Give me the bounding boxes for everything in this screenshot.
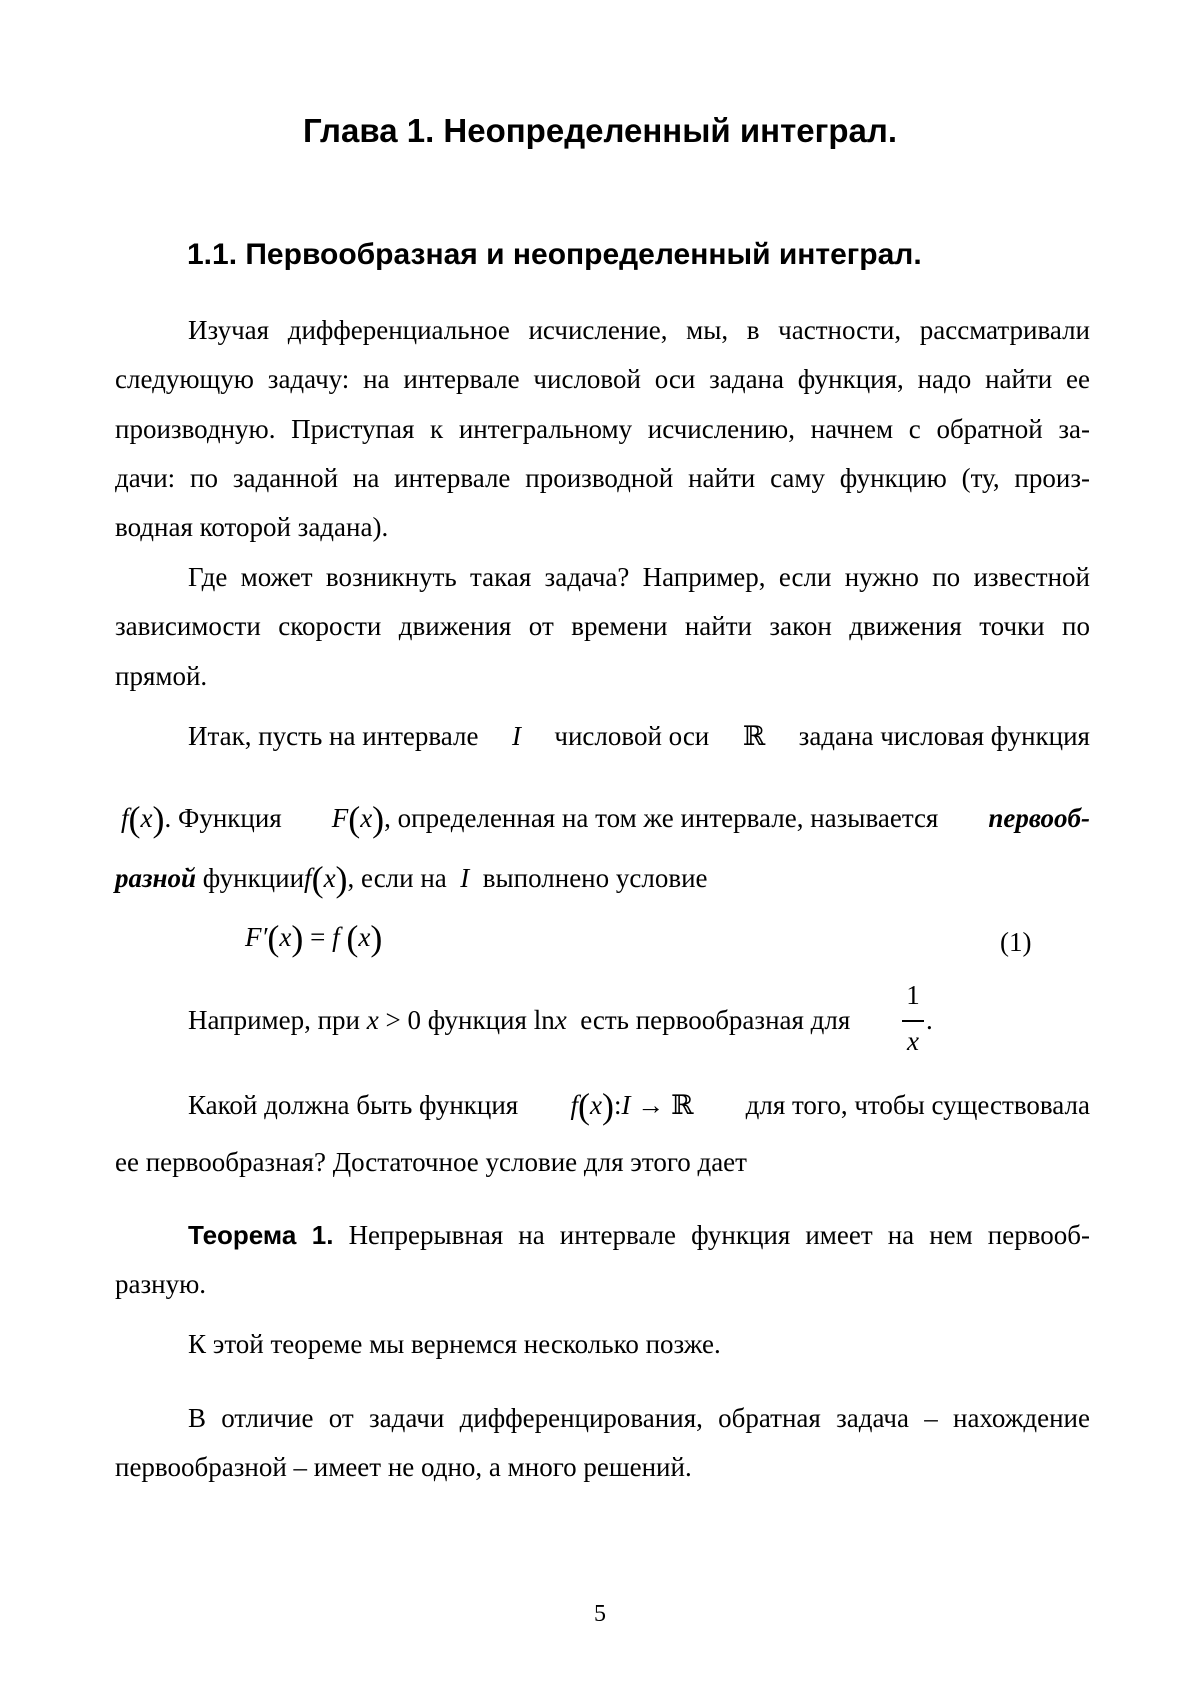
paragraph-line <box>115 799 1090 839</box>
text-run: Итак, пусть на интервале <box>188 721 479 751</box>
paragraph-line: производную. Приступая к интегральному исчислению, начнем с обратной за- <box>115 414 1090 444</box>
paragraph-line: первообразной – имеет не одно, а много решений. <box>115 1452 692 1482</box>
term-emphasis: первооб- <box>988 803 1090 833</box>
paragraph-line: К этой теореме мы вернемся несколько позже. <box>188 1329 721 1359</box>
paragraph-line: Изучая дифференциальное исчисление, мы, в частности, рассматривали <box>188 315 1090 345</box>
math-symbol: I <box>460 863 470 893</box>
theorem <box>188 1220 1090 1251</box>
text-run: , если на <box>347 863 447 893</box>
paragraph-line <box>188 1086 1090 1126</box>
equation: F′(x) = f (x) <box>245 918 383 958</box>
equation-number: (1) <box>1000 927 1032 957</box>
paragraph-line: прямой. <box>115 661 208 691</box>
paragraph-line <box>188 721 1090 752</box>
math-expression: f(x) <box>304 859 348 899</box>
fraction-bar <box>902 1020 924 1022</box>
paragraph-line: следующую задачу: на интервале числовой оси задана функция, надо найти ее <box>115 364 1090 394</box>
math-expression: f(x). Функция <box>121 799 282 839</box>
math-expression: F(x), определенная на том же интервале, называется <box>331 799 939 839</box>
math-symbol: I <box>511 721 521 751</box>
paragraph-line: разную. <box>115 1269 207 1299</box>
paragraph-line: ее первообразная? Достаточное условие для этого дает <box>115 1147 747 1177</box>
text-run: Какой должна быть функция <box>188 1090 519 1120</box>
fraction-numerator: 1 <box>906 980 920 1010</box>
paragraph-line: Например, при x > 0 функция lnx есть первообразная для <box>188 1005 851 1035</box>
paragraph-line: Где может возникнуть такая задача? Например, если нужно по известной <box>188 562 1090 592</box>
section-title: 1.1. Первообразная и неопределенный интеграл. <box>187 238 922 271</box>
theorem-text: Непрерывная на интервале функция имеет на нем первооб- <box>348 1220 1091 1250</box>
chapter-title: Глава 1. Неопределенный интеграл. <box>302 112 898 149</box>
text-run: функции <box>202 863 305 893</box>
text-run: выполнено условие <box>482 863 708 893</box>
paragraph-line <box>115 859 708 899</box>
paragraph-line: водная которой задана). <box>115 512 389 542</box>
text-run: числовой оси <box>554 721 710 751</box>
term-emphasis: разной <box>115 863 197 893</box>
paragraph-line: дачи: по заданной на интервале производной найти саму функцию (ту, произ- <box>115 463 1090 493</box>
paragraph-line: В отличие от задачи дифференцирования, обратная задача – нахождение <box>188 1403 1090 1433</box>
text-run: для того, чтобы существовала <box>745 1090 1090 1120</box>
theorem-label: Теорема 1. <box>188 1220 334 1250</box>
math-symbol: ℝ <box>742 721 766 751</box>
fraction-denominator: x <box>907 1026 919 1056</box>
page-number: 5 <box>594 1601 606 1627</box>
math-expression: f(x):I → ℝ <box>570 1086 694 1126</box>
paragraph-line: зависимости скорости движения от времени найти закон движения точки по <box>115 611 1090 641</box>
text-run: задана числовая функция <box>798 721 1090 751</box>
period: . <box>926 1005 933 1035</box>
